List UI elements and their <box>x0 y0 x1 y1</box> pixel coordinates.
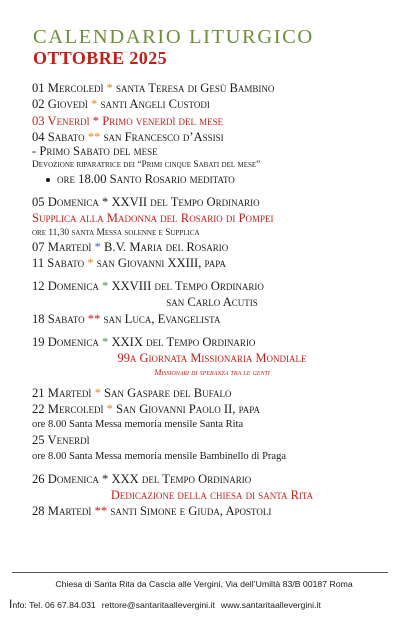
footer-email-link[interactable]: rettore@santaritaallevergini.it <box>101 600 215 610</box>
star-icon: ** <box>94 504 108 519</box>
entry-date: 25 Venerdì <box>32 433 90 448</box>
star-icon: * <box>102 471 109 486</box>
entry-bullet <box>32 171 392 187</box>
star-icon: * <box>92 113 100 128</box>
entry-text: XXX del Tempo Ordinario <box>111 471 252 486</box>
entry-date: 02 Giovedì <box>32 97 88 112</box>
entry-subline: 99a Giornata Missionaria Mondiale <box>117 351 307 366</box>
entry-text: Primo venerdì del mese <box>102 113 224 128</box>
entry-subline: Dedicazione della chiesa di santa Rita <box>110 487 314 502</box>
entry-date: 26 Domenica <box>32 471 99 486</box>
entry-date: 04 Sabato <box>32 129 85 144</box>
entry-text: San Gaspare del Bufalo <box>104 385 232 400</box>
entry-note: Missionari di speranza tra le genti <box>154 366 270 377</box>
star-icon: * <box>94 239 101 254</box>
footer-phone: nfo: Tel. 06 67.84.031 <box>12 600 96 610</box>
entry-text: XXVIII del Tempo Ordinario <box>111 279 264 294</box>
entry-date: 12 Domenica <box>32 279 99 294</box>
entry-date: 22 Mercoledì <box>32 401 104 416</box>
entry-text: santi Simone e Giuda, Apostoli <box>110 504 272 519</box>
footer-address: Chiesa di Santa Rita da Cascia alle Vergini, Via dell’Umiltà 83/B 00187 Roma <box>55 579 353 589</box>
star-icon: * <box>106 401 113 416</box>
calendar-entry <box>32 278 392 294</box>
entry-date: 19 Domenica <box>32 335 99 350</box>
entry-date: 18 Sabato <box>32 311 85 326</box>
calendar-entry <box>32 255 392 271</box>
entry-text: san Francesco d’Assisi <box>103 129 224 144</box>
calendar-title: CALENDARIO LITURGICO <box>33 26 314 48</box>
entry-date: 07 Martedì <box>32 239 92 254</box>
star-icon: * <box>102 194 109 209</box>
calendar-entry <box>32 113 392 129</box>
entry-subline: Supplica alla Madonna del Rosario di Pompei <box>32 211 274 226</box>
footer-divider <box>12 572 388 573</box>
footer-info <box>9 598 400 611</box>
entry-note: ore 11,30 santa Messa solenne e Supplica <box>32 227 200 238</box>
calendar-entry <box>32 432 392 448</box>
calendar-entry <box>32 471 392 487</box>
entry-text: XXVII del Tempo Ordinario <box>111 194 260 209</box>
entry-text: santi Angeli Custodi <box>100 97 210 112</box>
calendar-entry <box>32 194 392 210</box>
entry-text: XXIX del Tempo Ordinario <box>111 335 256 350</box>
star-icon: * <box>94 385 101 400</box>
entry-subline: ore 8.00 Santa Messa memoria mensile Bambinello di Praga <box>32 450 286 462</box>
entry-text: B.V. Maria del Rosario <box>104 239 229 254</box>
entry-date: 11 Sabato <box>32 255 85 270</box>
star-icon: ** <box>87 311 101 326</box>
calendar-entry <box>32 96 392 112</box>
calendar-entry <box>32 239 392 255</box>
entry-bullet-text: ore 18.00 Santo Rosario meditato <box>57 171 235 186</box>
calendar-entry <box>32 129 392 145</box>
entry-text: San Giovanni Paolo II, papa <box>116 401 260 416</box>
entry-text: santa Teresa di Gesù Bambino <box>116 81 275 95</box>
calendar-entry <box>32 401 392 417</box>
star-icon: * <box>102 335 109 350</box>
calendar-entry <box>32 385 392 401</box>
star-icon: * <box>90 97 98 112</box>
footer <box>0 578 400 611</box>
star-icon: * <box>106 81 113 95</box>
entry-text: san Giovanni XXIII, papa <box>96 255 226 270</box>
entry-subline: san Carlo Acutis <box>166 295 258 310</box>
entry-date: 21 Martedì <box>32 385 92 400</box>
star-icon: ** <box>87 129 101 144</box>
calendar-entry <box>32 503 392 519</box>
entry-subline: ore 8.00 Santa Messa memoria mensile Santa Rita <box>32 419 244 431</box>
calendar-list <box>32 80 392 519</box>
star-icon: * <box>87 255 94 270</box>
entry-date: 05 Domenica <box>32 194 99 209</box>
entry-note: Devozione riparatrice dei “Primi cinque Sabati del mese” <box>32 159 261 170</box>
footer-website-link[interactable]: www.santaritaallevergini.it <box>220 600 321 610</box>
entry-date: 28 Martedì <box>32 504 92 519</box>
entry-date: 03 Venerdì <box>32 113 90 128</box>
entry-text: san Luca, Evangelista <box>103 311 221 326</box>
entry-subline: - Primo Sabato del mese <box>32 144 158 159</box>
footer-info-initial: I <box>9 597 13 611</box>
calendar-month: OTTOBRE 2025 <box>33 48 167 68</box>
star-icon: * <box>102 279 109 294</box>
entry-date: 01 Mercoledì <box>32 81 104 95</box>
calendar-entry <box>32 311 392 327</box>
bullet-icon <box>46 178 50 182</box>
calendar-entry <box>32 334 392 350</box>
calendar-entry <box>32 80 392 96</box>
calendar-header <box>0 26 400 69</box>
